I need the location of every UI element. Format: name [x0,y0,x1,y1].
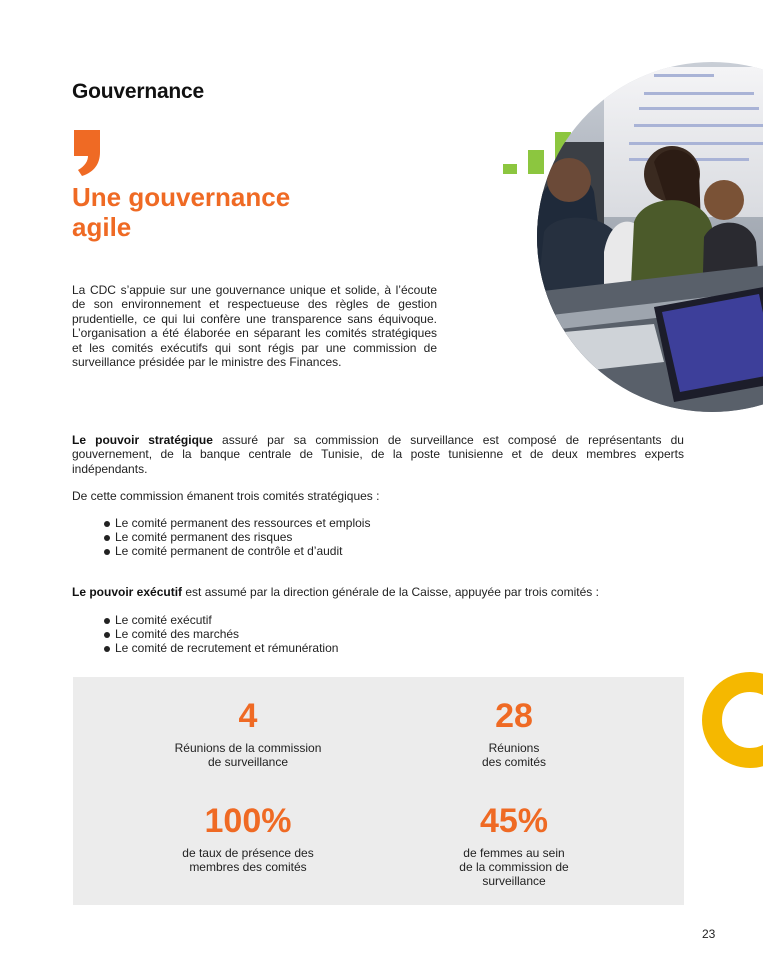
stat-label-line: de surveillance [207,755,289,769]
executive-committees-list [104,613,338,655]
strategic-power-text: assuré par sa commission de surveillance est composé de représentants du gouvernement, de la banque centrale de Tunisie, de la poste tunisienne et de deux membres experts indépendants. [72,433,684,476]
list-item: Le comité permanent de contrôle et d’audit [104,544,370,558]
intro-paragraph: La CDC s’appuie sur une gouvernance unique et solide, à l’écoute de son environnement et respectueuse des règles de gestion prudentielle, ce qui lui confère une transparence sans équivoque. L’organisation a été élaborée en séparant les comités stratégiques et les comités exécutifs qui sont régis par une commission de surveillance présidée par le ministre des Finances. [72,283,437,370]
executive-power-text: est assumé par la direction générale de la Caisse, appuyée par trois comités : [182,585,599,599]
stat-meetings-commission [138,697,358,769]
stat-label [404,846,624,888]
page-number: 23 [702,927,716,941]
stat-label-line: de la commission de [459,860,569,874]
stat-label [138,846,358,874]
stat-women-share [404,802,624,888]
stat-value: 45% [479,802,549,840]
stat-label-line: de femmes au sein [463,846,565,860]
executive-power-lead: Le pouvoir exécutif [72,585,183,599]
list-item: Le comité permanent des ressources et emplois [104,516,370,530]
strategic-committees-intro: De cette commission émanent trois comités stratégiques : [72,489,380,503]
stat-label-line: des comités [481,755,547,769]
list-item: Le comité des marchés [104,627,338,641]
strategic-power-lead: Le pouvoir stratégique [72,433,213,447]
stat-label [404,741,624,769]
stat-meetings-committees [404,697,624,769]
headline [72,182,290,242]
stat-value: 28 [495,697,533,735]
list-item: Le comité exécutif [104,613,338,627]
headline-line-1: Une gouvernance [72,182,291,212]
stat-label-line: Réunions [488,741,540,755]
stat-attendance-rate [138,802,358,874]
stat-label-line: membres des comités [189,860,307,874]
list-item: Le comité permanent des risques [104,530,370,544]
decorative-ring-icon [700,670,763,770]
list-item: Le comité de recrutement et rémunération [104,641,338,655]
stat-label [138,741,358,769]
strategic-power-paragraph [72,433,684,476]
stat-value: 4 [238,697,258,735]
key-figures-panel [73,677,684,905]
strategic-committees-list [104,516,370,558]
stat-value: 100% [204,802,292,840]
stat-label-line: surveillance [482,874,546,888]
quote-comma-icon [72,130,102,176]
section-title: Gouvernance [72,80,205,103]
stat-label-line: Réunions de la commission [174,741,322,755]
executive-power-paragraph [72,585,684,599]
stat-label-line: de taux de présence des [182,846,314,860]
meeting-photo [534,62,763,414]
headline-line-2: agile [72,212,132,242]
